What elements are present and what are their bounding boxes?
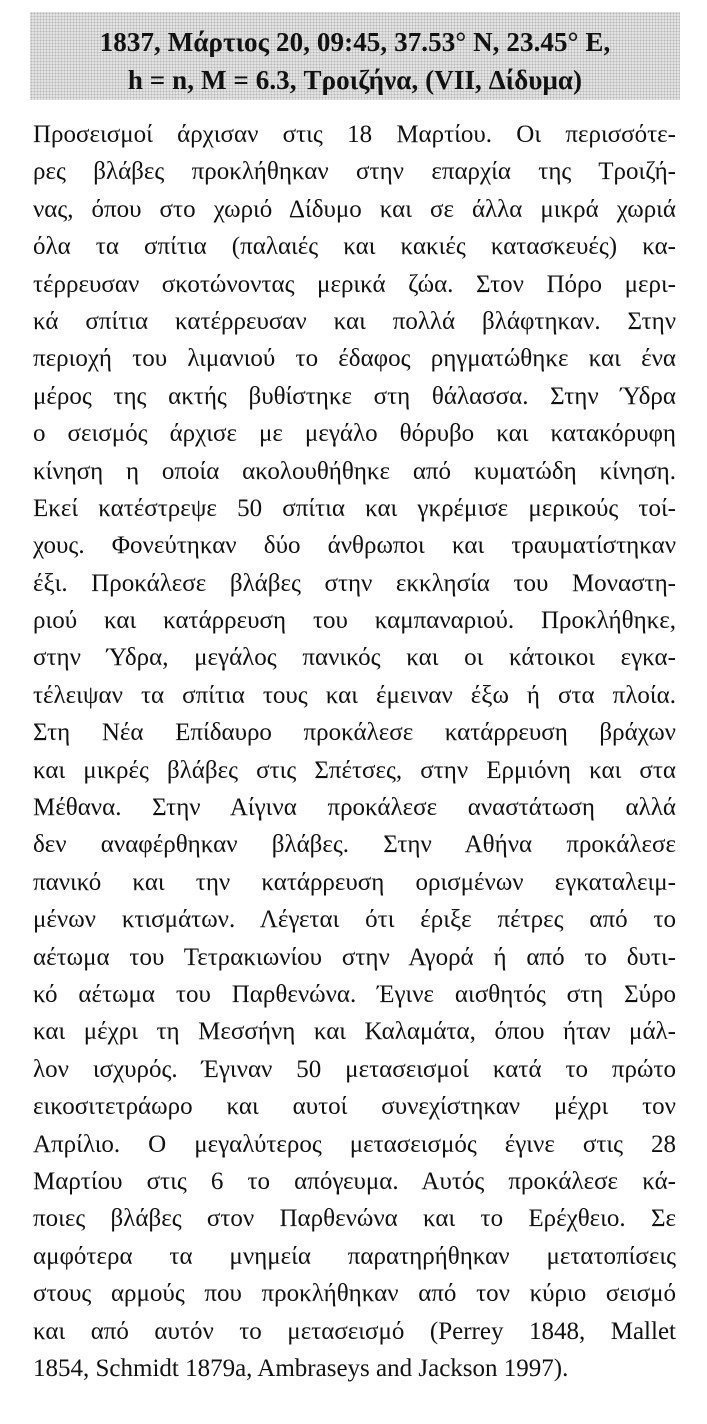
earthquake-description bbox=[33, 116, 676, 1416]
text-line: πανικό και την κατάρρευση ορισμένων εγκαταλειμ- bbox=[33, 868, 676, 896]
text-line: Απρίλιο. Ο μεγαλύτερος μετασεισμός έγινε στις 28 bbox=[33, 1130, 676, 1158]
text-line: έξι. Προκάλεσε βλάβες στην εκκλησία του Μοναστη- bbox=[33, 569, 676, 597]
text-line: μένων κτισμάτων. Λέγεται ότι έριξε πέτρες από το bbox=[33, 906, 676, 934]
text-line: λον ισχυρός. Έγιναν 50 μετασεισμοί κατά το πρώτο bbox=[33, 1055, 676, 1083]
text-line: αέτωμα του Τετρακιωνίου στην Αγορά ή από το δυτι- bbox=[33, 943, 676, 971]
text-line: Μέθανα. Στην Αίγινα προκάλεσε αναστάτωση αλλά bbox=[33, 794, 676, 822]
text-line: Εκεί κατέστρεψε 50 σπίτια και γκρέμισε μερικούς τοί- bbox=[33, 494, 676, 522]
text-line: Στη Νέα Επίδαυρο προκάλεσε κατάρρευση βράχων bbox=[33, 719, 676, 747]
text-line: τέρρευσαν σκοτώνοντας μερικά ζώα. Στον Πόρο μερι- bbox=[33, 270, 676, 298]
text-line: Προσεισμοί άρχισαν στις 18 Μαρτίου. Οι περισσότε- bbox=[33, 121, 676, 148]
text-line: κό αέτωμα του Παρθενώνα. Έγινε αισθητός στη Σύρο bbox=[33, 980, 676, 1008]
text-line: εικοσιτετράωρο και αυτοί συνεχίστηκαν μέχρι τον bbox=[33, 1093, 676, 1121]
text-line: και από αυτόν το μετασεισμό (Perrey 1848, Mallet bbox=[33, 1317, 676, 1345]
text-line: αμφότερα τα μνημεία παρατηρήθηκαν μετατοπίσεις bbox=[33, 1242, 676, 1270]
text-line: Μαρτίου στις 6 το απόγευμα. Αυτός προκάλεσε κά- bbox=[33, 1167, 676, 1195]
text-line: ριού και κατάρρευση του καμπαναριού. Προκλήθηκε, bbox=[33, 607, 676, 635]
text-line: και μικρές βλάβες στις Σπέτσες, στην Ερμιόνη και στα bbox=[33, 756, 676, 784]
text-line: ο σεισμός άρχισε με μεγάλο θόρυβο και κατακόρυφη bbox=[33, 420, 676, 448]
header-magnitude-location: h = n, M = 6.3, Τροιζήνα, (VII, Δίδυμα) bbox=[127, 65, 583, 95]
header-date-coordinates: 1837, Μάρτιος 20, 09:45, 37.53° N, 23.45° E, bbox=[99, 27, 611, 57]
text-line: κά σπίτια κατέρρευσαν και πολλά βλάφτηκαν. Στην bbox=[33, 307, 676, 335]
text-line: νας, όπου στο χωριό Δίδυμο και σε άλλα μικρά χωριά bbox=[33, 195, 676, 223]
text-line: κίνηση η οποία ακολουθήθηκε από κυματώδη κίνηση. bbox=[33, 457, 676, 485]
text-line: 1854, Schmidt 1879a, Ambraseys and Jackson 1997). bbox=[33, 1354, 569, 1382]
text-line: δεν αναφέρθηκαν βλάβες. Στην Αθήνα προκάλεσε bbox=[33, 831, 676, 859]
text-line: τέλειψαν τα σπίτια τους και έμειναν έξω ή στα πλοία. bbox=[33, 681, 676, 709]
text-line: στην Ύδρα, μεγάλος πανικός και οι κάτοικοι εγκα- bbox=[33, 644, 676, 672]
text-line: και μέχρι τη Μεσσήνη και Καλαμάτα, όπου ήταν μάλ- bbox=[33, 1018, 676, 1046]
text-line: χους. Φονεύτηκαν δύο άνθρωποι και τραυματίστηκαν bbox=[33, 532, 676, 560]
text-line: μέρος της ακτής βυθίστηκε στη θάλασσα. Στην Ύδρα bbox=[33, 382, 676, 410]
text-line: στους αρμούς που προκλήθηκαν από τον κύριο σεισμό bbox=[33, 1280, 676, 1308]
earthquake-header bbox=[30, 12, 680, 100]
text-line: περιοχή του λιμανιού το έδαφος ρηγματώθηκε και ένα bbox=[33, 345, 676, 373]
text-line: ρες βλάβες προκλήθηκαν στην επαρχία της Τροιζή- bbox=[33, 158, 676, 186]
text-line: όλα τα σπίτια (παλαιές και κακιές κατασκευές) κα- bbox=[33, 233, 676, 261]
text-line: ποιες βλάβες στον Παρθενώνα και το Ερέχθειο. Σε bbox=[33, 1205, 676, 1233]
